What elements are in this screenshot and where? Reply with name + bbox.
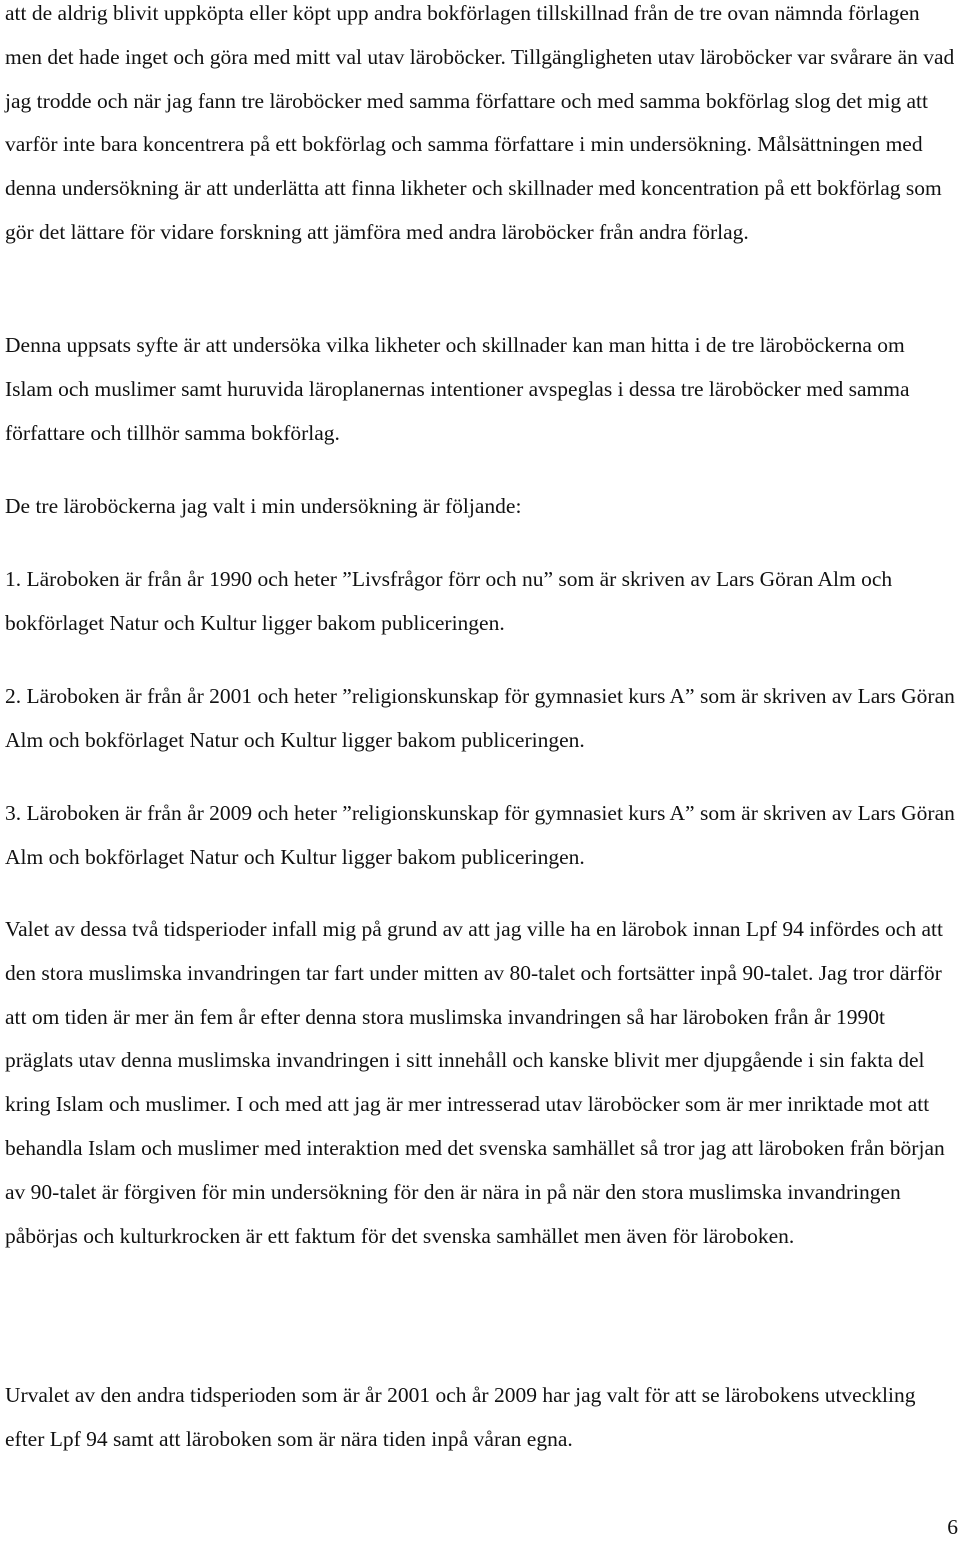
- list-item-textbook-1: 1. Läroboken är från år 1990 och heter ”Livsfrågor förr och nu” som är skriven av Lars Göran Alm och bokförlaget Natur och Kultur ligger bakom publiceringen.: [5, 567, 893, 635]
- paragraph-textbook-list-intro: De tre läroböckerna jag valt i min undersökning är följande:: [5, 494, 522, 518]
- paragraph-time-period-choice: Valet av dessa två tidsperioder infall mig på grund av att jag ville ha en lärobok innan Lpf 94 infördes och att den stora muslimska invandringen tar fart under mitten av 80-talet och fortsätter inpå 90-talet. Jag tror därför att om tiden är mer än fem år efter denna stora muslimska invandringen så har läroboken från år 1990t präglats utav denna muslimska invandringen i sitt innehåll och kanske blivit mer djupgående i sin fakta del kring Islam och muslimer. I och med att jag är mer intresserad utav läroböcker som är mer inriktade mot att behandla Islam och muslimer med interaktion med det svenska samhället så tror jag att läroboken från början av 90-talet är förgiven för min undersökning för den är nära in på när den stora muslimska invandringen påbörjas och kulturkrocken är ett faktum för det svenska samhället men även för läroboken.: [5, 917, 945, 1248]
- list-item-textbook-2: 2. Läroboken är från år 2001 och heter ”religionskunskap för gymnasiet kurs A” som är skriven av Lars Göran Alm och bokförlaget Natur och Kultur ligger bakom publiceringen.: [5, 684, 955, 752]
- page-number: 6: [947, 1515, 958, 1539]
- paragraph-intro-continuation: att de aldrig blivit uppköpta eller köpt upp andra bokförlagen tillskillnad från de tre ovan nämnda förlagen men det hade inget och göra med mitt val utav läroböcker. Tillgängligheten utav läroböcker var svårare än vad jag trodde och när jag fann tre läroböcker med samma författare och med samma bokförlag slog det mig att varför inte bara koncentrera på ett bokförlag och samma författare i min undersökning. Målsättningen med denna undersökning är att underlätta att finna likheter och skillnader med koncentration på ett bokförlag som gör det lättare för vidare forskning att jämföra med andra läroböcker från andra förlag.: [5, 1, 955, 244]
- list-item-textbook-3: 3. Läroboken är från år 2009 och heter ”religionskunskap för gymnasiet kurs A” som är skriven av Lars Göran Alm och bokförlaget Natur och Kultur ligger bakom publiceringen.: [5, 801, 955, 869]
- paragraph-purpose: Denna uppsats syfte är att undersöka vilka likheter och skillnader kan man hitta i de tre läroböckerna om Islam och muslimer samt huruvida läroplanernas intentioner avspeglas i dessa tre läroböcker med samma författare och tillhör samma bokförlag.: [5, 333, 910, 445]
- paragraph-second-period-choice: Urvalet av den andra tidsperioden som är år 2001 och år 2009 har jag valt för att se lärobokens utveckling efter Lpf 94 samt att läroboken som är nära tiden inpå våran egna.: [5, 1383, 916, 1451]
